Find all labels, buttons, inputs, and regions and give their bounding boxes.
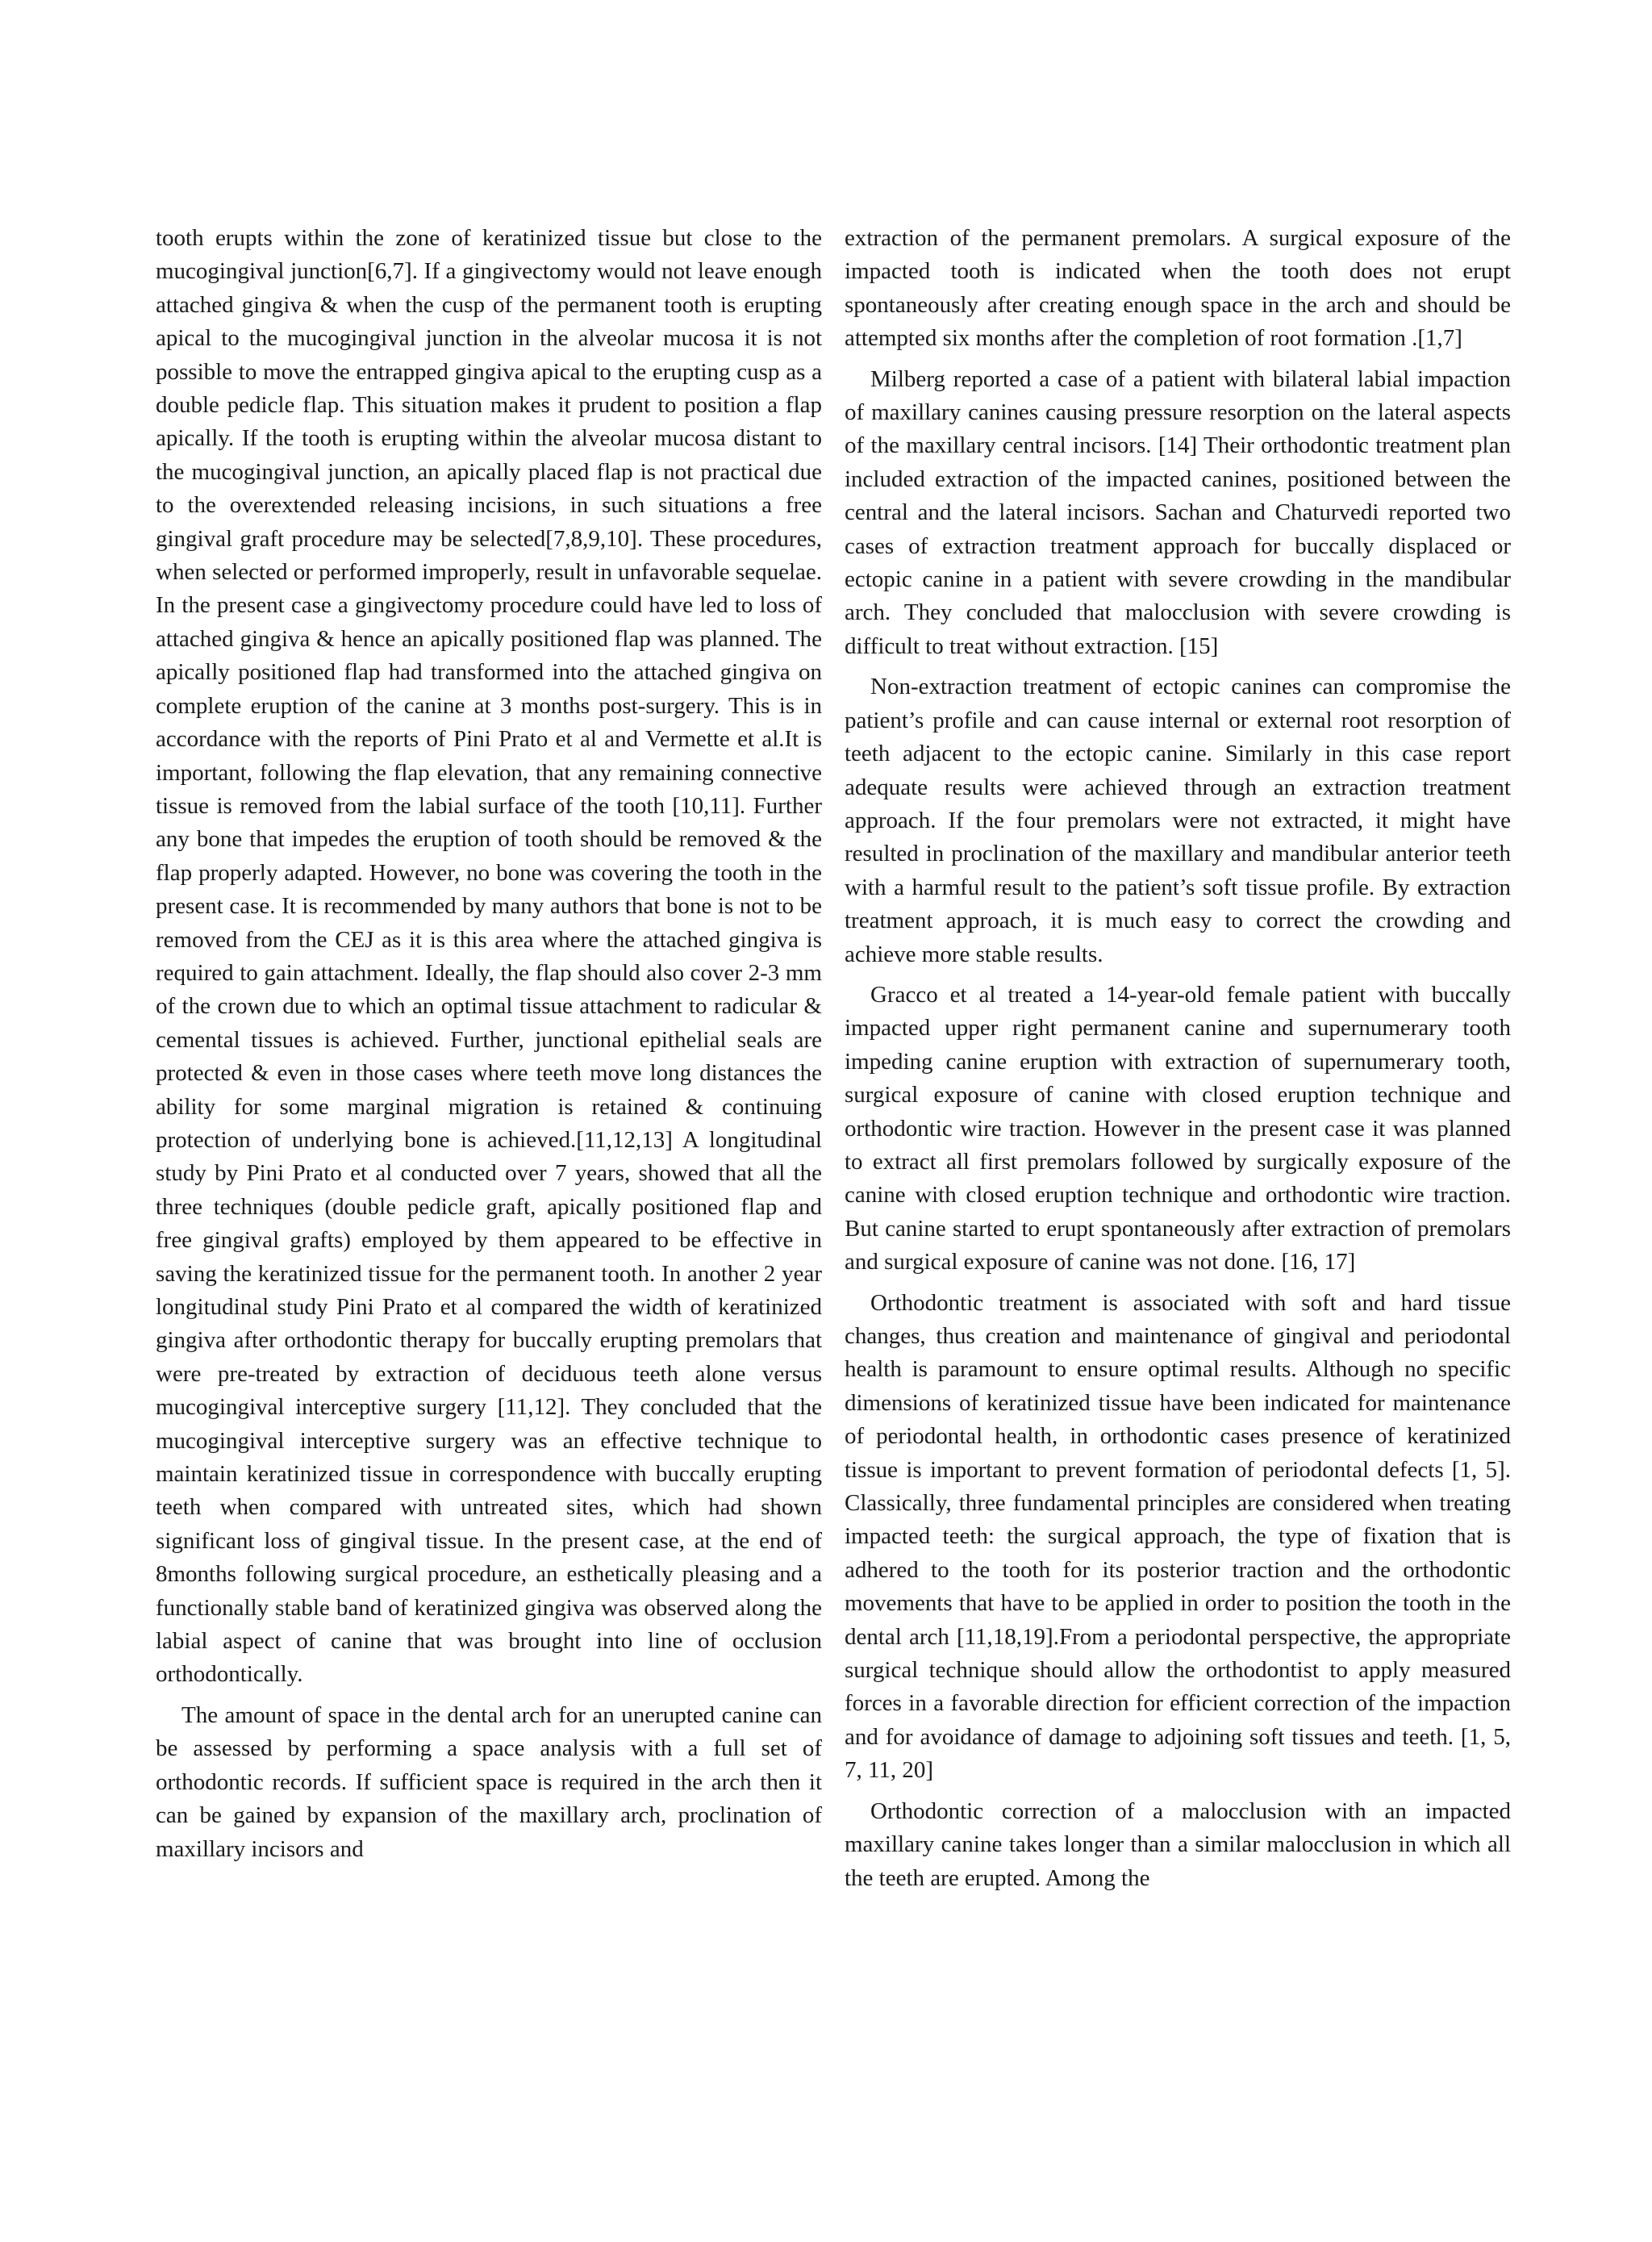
right-paragraph-3: Non-extraction treatment of ectopic canines can compromise the patient’s profile and can cause internal or external root resorption of teeth adjacent to the ectopic canine. Similarly in this case report adequate results were achieved through an extraction treatment approach. If the four premolars were not extracted, it might have resulted in proclination of the maxillary and mandibular anterior teeth with a harmful result to the patient’s soft tissue profile. By extraction treatment approach, it is much easy to correct the crowding and achieve more stable results. bbox=[845, 674, 1511, 967]
right-column bbox=[845, 222, 1511, 1895]
right-paragraph-5: Orthodontic treatment is associated with soft and hard tissue changes, thus creation and maintenance of gingival and periodontal health is paramount to ensure optimal results. Although no specific dimensions of keratinized tissue have been indicated for maintenance of periodontal health, in orthodontic cases presence of keratinized tissue is important to prevent formation of periodontal defects [1, 5]. Classically, three fundamental principles are considered when treating impacted teeth: the surgical approach, the type of fixation that is adhered to the tooth for its posterior traction and the orthodontic movements that have to be applied in order to position the tooth in the dental arch [11,18,19].From a periodontal perspective, the appropriate surgical technique should allow the orthodontist to apply measured forces in a favorable direction for efficient correction of the impaction and for avoidance of damage to adjoining soft tissues and teeth. [1, 5, 7, 11, 20] bbox=[845, 1289, 1511, 1784]
left-paragraph-1: tooth erupts within the zone of keratinized tissue but close to the mucogingival junction[6,7]. If a gingivectomy would not leave enough attached gingiva & when the cusp of the permanent tooth is erupting apical to the mucogingival junction in the alveolar mucosa it is not possible to move the entrapped gingiva apical to the erupting cusp as a double pedicle flap. This situation makes it prudent to position a flap apically. If the tooth is erupting within the alveolar mucosa distant to the mucogingival junction, an apically placed flap is not practical due to the overextended releasing incisions, in such situations a free gingival graft procedure may be selected[7,8,9,10]. These procedures, when selected or performed improperly, result in unfavorable sequelae. In the present case a gingivectomy procedure could have led to loss of attached gingiva & hence an apically positioned flap was planned. The apically positioned flap had transformed into the attached gingiva on complete eruption of the canine at 3 months post-surgery. This is in accordance with the reports of Pini Prato et al and Vermette et al.It is important, following the flap elevation, that any remaining connective tissue is removed from the labial surface of the tooth [10,11]. Further any bone that impedes the eruption of tooth should be removed & the flap properly adapted. However, no bone was covering the tooth in the present case. It is recommended by many authors that bone is not to be removed from the CEJ as it is this area where the attached gingiva is required to gain attachment. Ideally, the flap should also cover 2-3 mm of the crown due to which an optimal tissue attachment to radicular & cemental tissues is achieved. Further, junctional epithelial seals are protected & even in those cases where teeth move long distances the ability for some marginal migration is retained & continuing protection of underlying bone is achieved.[11,12,13] A longitudinal study by Pini Prato et al conducted over 7 years, showed that all the three techniques (double pedicle graft, apically positioned flap and free gingival grafts) employed by them appeared to be effective in saving the keratinized tissue for the permanent tooth. In another 2 year longitudinal study Pini Prato et al compared the width of keratinized gingiva after orthodontic therapy for buccally erupting premolars that were pre-treated by extraction of deciduous teeth alone versus mucogingival interceptive surgery [11,12]. They concluded that the mucogingival interceptive surgery was an effective technique to maintain keratinized tissue in correspondence with buccally erupting teeth when compared with untreated sites, which had shown significant loss of gingival tissue. In the present case, at the end of 8months following surgical procedure, an esthetically pleasing and a functionally stable band of keratinized gingiva was observed along the labial aspect of canine that was brought into line of occlusion orthodontically. bbox=[156, 225, 822, 1688]
left-column bbox=[156, 222, 822, 1895]
page-body bbox=[156, 222, 1511, 1895]
right-paragraph-1: extraction of the permanent premolars. A surgical exposure of the impacted tooth is indicated when the tooth does not erupt spontaneously after creating enough space in the arch and should be attempted six months after the completion of root formation .[1,7] bbox=[845, 225, 1511, 352]
right-paragraph-2: Milberg reported a case of a patient with bilateral labial impaction of maxillary canines causing pressure resorption on the lateral aspects of the maxillary central incisors. [14] Their orthodontic treatment plan included extraction of the impacted canines, positioned between the central and the lateral incisors. Sachan and Chaturvedi reported two cases of extraction treatment approach for buccally displaced or ectopic canine in a patient with severe crowding in the mandibular arch. They concluded that malocclusion with severe crowding is difficult to treat without extraction. [15] bbox=[845, 365, 1511, 659]
left-paragraph-2: The amount of space in the dental arch for an unerupted canine can be assessed by performing a space analysis with a full set of orthodontic records. If sufficient space is required in the arch then it can be gained by expansion of the maxillary arch, proclination of maxillary incisors and bbox=[156, 1701, 822, 1862]
right-paragraph-6: Orthodontic correction of a malocclusion with an impacted maxillary canine takes longer than a similar malocclusion in which all the teeth are erupted. Among the bbox=[845, 1797, 1511, 1891]
right-paragraph-4: Gracco et al treated a 14-year-old female patient with buccally impacted upper right permanent canine and supernumerary tooth impeding canine eruption with extraction of supernumerary tooth, surgical exposure of canine with closed eruption technique and orthodontic wire traction. However in the present case it was planned to extract all first premolars followed by surgically exposure of the canine with closed eruption technique and orthodontic wire traction. But canine started to erupt spontaneously after extraction of premolars and surgical exposure of canine was not done. [16, 17] bbox=[845, 981, 1511, 1275]
